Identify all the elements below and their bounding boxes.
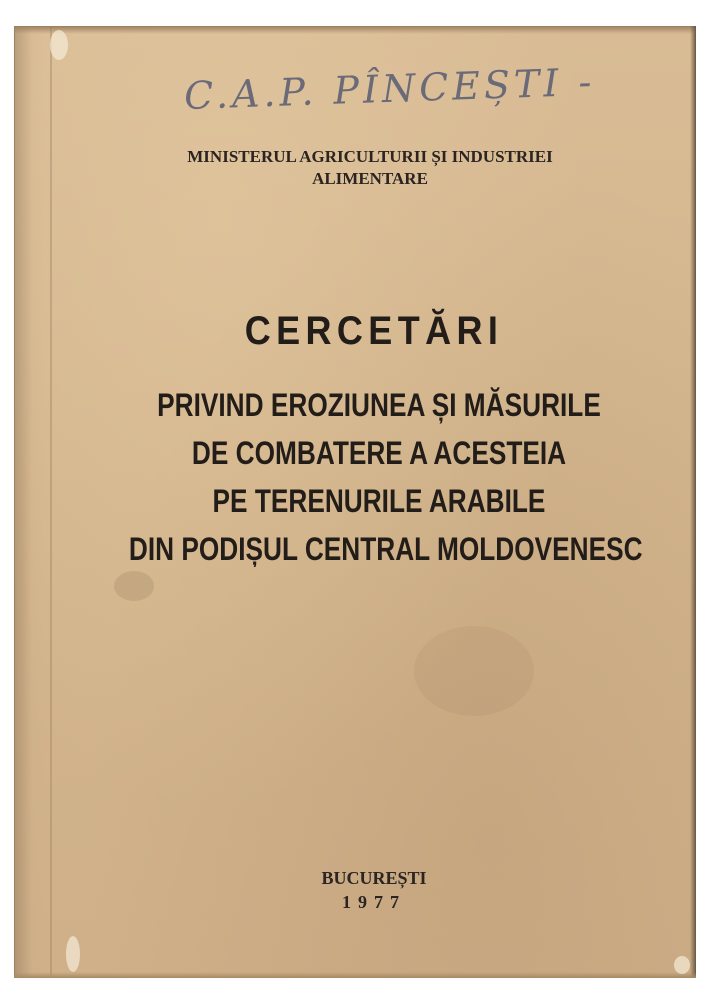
publication-year: 1977 (342, 892, 406, 912)
corner-wear-bottom (66, 936, 80, 972)
imprint (274, 866, 474, 914)
ministry-line-1: MINISTERUL AGRICULTURII ȘI INDUSTRIEI (187, 147, 553, 166)
book-title: CERCETĂRI (244, 309, 504, 353)
corner-wear-bottom-right (674, 956, 690, 974)
book-cover (14, 26, 696, 978)
spine-crease (50, 26, 52, 978)
ministry-line-2: ALIMENTARE (312, 169, 428, 188)
stain-mark (114, 571, 154, 601)
stain-mark (414, 626, 534, 716)
subtitle-line: PRIVIND EROZIUNEA ȘI MĂSURILE (157, 387, 601, 423)
spine-shadow (14, 26, 44, 978)
bottom-edge-wear (14, 972, 696, 978)
publication-city: BUCUREȘTI (321, 868, 427, 888)
book-subtitle (128, 381, 643, 573)
right-edge-shadow (690, 26, 696, 978)
ministry-heading (134, 146, 606, 190)
subtitle-line: PE TERENURILE ARABILE (212, 483, 546, 519)
handwritten-note: C.A.P. PÎNCEȘTI - (183, 59, 596, 119)
corner-wear-top (50, 30, 68, 60)
top-edge-wear (14, 26, 696, 34)
subtitle-line: DIN PODIȘUL CENTRAL MOLDOVENESC (128, 531, 643, 567)
subtitle-line: DE COMBATERE A ACESTEIA (191, 435, 567, 471)
